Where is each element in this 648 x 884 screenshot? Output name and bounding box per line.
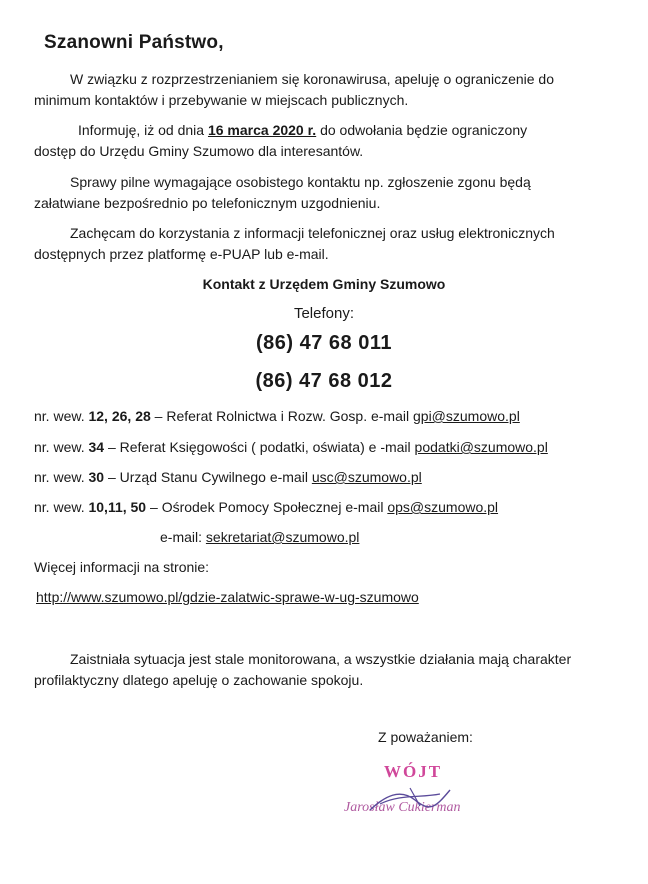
- contact-heading: Kontakt z Urzędem Gminy Szumowo: [202, 276, 446, 292]
- extension-dash: –: [154, 408, 163, 424]
- extension-dash: –: [107, 439, 116, 455]
- website-link[interactable]: http://www.szumowo.pl/gdzie-zalatwic-sprawe-w-ug-szumowo: [36, 589, 419, 605]
- closure-date: 16 marca 2020 r.: [207, 122, 317, 138]
- email-link-podatki[interactable]: podatki@szumowo.pl: [414, 439, 548, 455]
- extension-dash: –: [107, 469, 116, 485]
- extension-department: Referat Księgowości ( podatki, oświata) e -mail: [119, 439, 411, 455]
- closing-line-2: profilaktyczny dlatego apeluję o zachowanie spokoju.: [34, 672, 364, 688]
- extension-numbers: 12, 26, 28: [88, 408, 151, 424]
- paragraph-2-line-2: dostęp do Urzędu Gminy Szumowo dla interesantów.: [34, 143, 364, 159]
- email-link-ops[interactable]: ops@szumowo.pl: [387, 499, 499, 515]
- extension-prefix: nr. wew.: [34, 469, 85, 485]
- stamp-title: WÓJT: [384, 762, 443, 781]
- extension-prefix: nr. wew.: [34, 439, 85, 455]
- extension-numbers: 34: [88, 439, 105, 455]
- extension-department: Urząd Stanu Cywilnego e-mail: [119, 469, 308, 485]
- extension-department: Referat Rolnictwa i Rozw. Gosp. e-mail: [166, 408, 410, 424]
- secretariat-email-row: [160, 526, 359, 548]
- paragraph-3-line-2: załatwiane bezpośrednio po telefonicznym uzgodnieniu.: [34, 195, 381, 211]
- handwritten-signature: [340, 778, 480, 818]
- paragraph-2-line-1: [78, 119, 527, 141]
- email-link-sekretariat[interactable]: sekretariat@szumowo.pl: [205, 529, 360, 545]
- extension-prefix: nr. wew.: [34, 499, 85, 515]
- paragraph-1-line-2: minimum kontaktów i przebywanie w miejscach publicznych.: [34, 92, 409, 108]
- extension-row: [34, 496, 498, 518]
- greeting: Szanowni Państwo,: [44, 32, 224, 53]
- more-info-label: Więcej informacji na stronie:: [34, 559, 210, 575]
- extension-row: [34, 466, 422, 488]
- extension-numbers: 10,11, 50: [88, 499, 147, 515]
- extension-prefix: nr. wew.: [34, 408, 85, 424]
- extension-row: [34, 436, 548, 458]
- paragraph-1-line-1: W związku z rozprzestrzenianiem się koronawirusa, apeluję o ograniczenie do: [70, 71, 555, 87]
- paragraph-2-pre: Informuję, iż od dnia: [78, 122, 205, 138]
- paragraph-3-line-1: Sprawy pilne wymagające osobistego kontaktu np. zgłoszenie zgonu będą: [70, 174, 531, 190]
- phones-label: Telefony:: [293, 305, 355, 322]
- extension-numbers: 30: [88, 469, 105, 485]
- email-link-usc[interactable]: usc@szumowo.pl: [311, 469, 422, 485]
- paragraph-2-post: do odwołania będzie ograniczony: [320, 122, 528, 138]
- paragraph-4-line-1: Zachęcam do korzystania z informacji telefonicznej oraz usług elektronicznych: [70, 225, 555, 241]
- paragraph-4-line-2: dostępnych przez platformę e-PUAP lub e-mail.: [34, 246, 329, 262]
- email-link-gpi[interactable]: gpi@szumowo.pl: [413, 408, 520, 424]
- extension-department: Ośrodek Pomocy Społecznej e-mail: [161, 499, 384, 515]
- phone-number-1: (86) 47 68 011: [256, 332, 392, 354]
- extension-row: [34, 405, 520, 427]
- regards: Z poważaniem:: [378, 729, 473, 745]
- phone-number-2: (86) 47 68 012: [255, 370, 393, 392]
- extension-dash: –: [150, 499, 158, 515]
- stamp-name: Jarosław Cukierman: [344, 800, 461, 815]
- email-label: e-mail:: [160, 529, 203, 545]
- closing-line-1: Zaistniała sytuacja jest stale monitorowana, a wszystkie działania mają charakter: [70, 651, 572, 667]
